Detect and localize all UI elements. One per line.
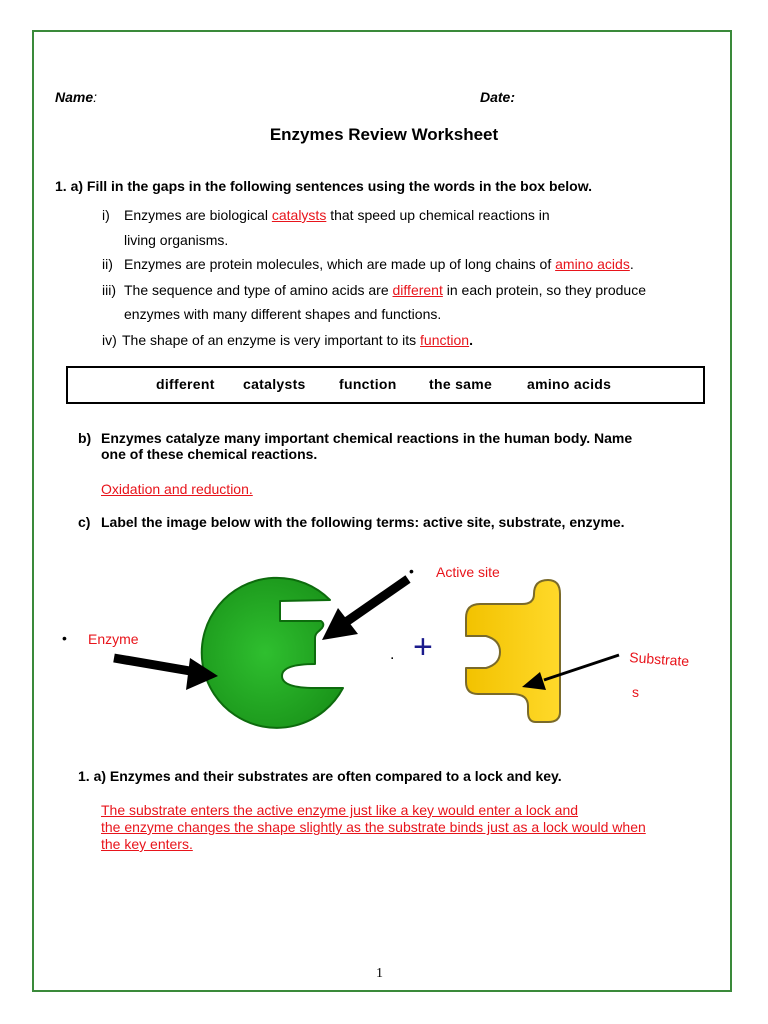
enzyme-shape bbox=[202, 578, 343, 728]
q1a-item-iv-numeral: iv) bbox=[102, 332, 117, 348]
q1a-item-iii-before: The sequence and type of amino acids are bbox=[124, 282, 393, 298]
q1a-item-i-continuation: living organisms. bbox=[124, 232, 229, 248]
answer-function: function bbox=[420, 332, 470, 348]
bullet: • bbox=[62, 630, 67, 646]
plus-sign: + bbox=[413, 628, 433, 666]
q1a-item-iii-numeral: iii) bbox=[102, 282, 116, 298]
q1c-label: c) bbox=[78, 514, 91, 530]
date-label: Date: bbox=[480, 89, 516, 105]
word-box-item: function bbox=[339, 376, 397, 392]
q1b-label: b) bbox=[78, 430, 92, 446]
q1a-item-ii-after: . bbox=[629, 256, 634, 272]
name-label: Name bbox=[55, 89, 94, 105]
q1a-item-ii-before: Enzymes are protein molecules, which are made up of long chains of bbox=[124, 256, 556, 272]
bullet: • bbox=[409, 563, 414, 579]
name-colon: : bbox=[93, 89, 98, 105]
word-box-item: catalysts bbox=[243, 376, 306, 392]
word-box-item: different bbox=[156, 376, 215, 392]
answer-catalysts: catalysts bbox=[271, 207, 327, 223]
answer-different: different bbox=[392, 282, 443, 298]
q1c-text: Label the image below with the following terms: active site, substrate, enzyme. bbox=[101, 514, 625, 530]
q2-heading: 1. a) Enzymes and their substrates are often compared to a lock and key. bbox=[78, 768, 562, 784]
diagram-dot: . bbox=[390, 646, 395, 663]
q1a-item-i bbox=[102, 207, 550, 224]
label-substrate-end: s bbox=[632, 684, 639, 700]
word-box-item: the same bbox=[429, 376, 493, 392]
q1a-item-ii-numeral: ii) bbox=[102, 256, 113, 272]
q1a-item-iii-continuation: enzymes with many different shapes and functions. bbox=[124, 306, 442, 322]
q1a-item-iv bbox=[102, 332, 473, 349]
q1a-item-i-before: Enzymes are biological bbox=[124, 207, 272, 223]
q1a-heading: 1. a) Fill in the gaps in the following sentences using the words in the box below. bbox=[55, 178, 592, 194]
enzyme-diagram bbox=[0, 540, 768, 760]
name-field bbox=[55, 89, 97, 106]
label-substrate: Substrate bbox=[628, 649, 690, 670]
q2-answer-line: The substrate enters the active enzyme just like a key would enter a lock and bbox=[101, 802, 579, 818]
page-number: 1 bbox=[376, 966, 383, 981]
q1b-answer: Oxidation and reduction. bbox=[101, 481, 253, 497]
q1a-item-iv-before: The shape of an enzyme is very important to its bbox=[122, 332, 421, 348]
q1a-item-iii-after: in each protein, so they produce bbox=[442, 282, 646, 298]
substrate-shape bbox=[466, 580, 560, 722]
word-box-item: amino acids bbox=[527, 376, 612, 392]
q1a-item-i-numeral: i) bbox=[102, 207, 110, 223]
q1a-item-iii bbox=[102, 282, 646, 299]
q1a-item-iv-after: . bbox=[469, 332, 473, 348]
label-enzyme: Enzyme bbox=[88, 631, 139, 647]
page-title: Enzymes Review Worksheet bbox=[269, 125, 499, 144]
q1b-line2: one of these chemical reactions. bbox=[101, 446, 318, 462]
q1a-item-ii bbox=[102, 256, 634, 273]
q2-answer-line: the key enters. bbox=[101, 836, 193, 852]
q1b-line1: Enzymes catalyze many important chemical reactions in the human body. Name bbox=[101, 430, 633, 446]
word-box bbox=[66, 366, 705, 404]
label-active-site: Active site bbox=[436, 564, 500, 580]
answer-amino-acids: amino acids bbox=[555, 256, 630, 272]
q2-answer-line: the enzyme changes the shape slightly as the substrate binds just as a lock would when bbox=[101, 819, 646, 835]
q1a-item-i-after: that speed up chemical reactions in bbox=[326, 207, 550, 223]
